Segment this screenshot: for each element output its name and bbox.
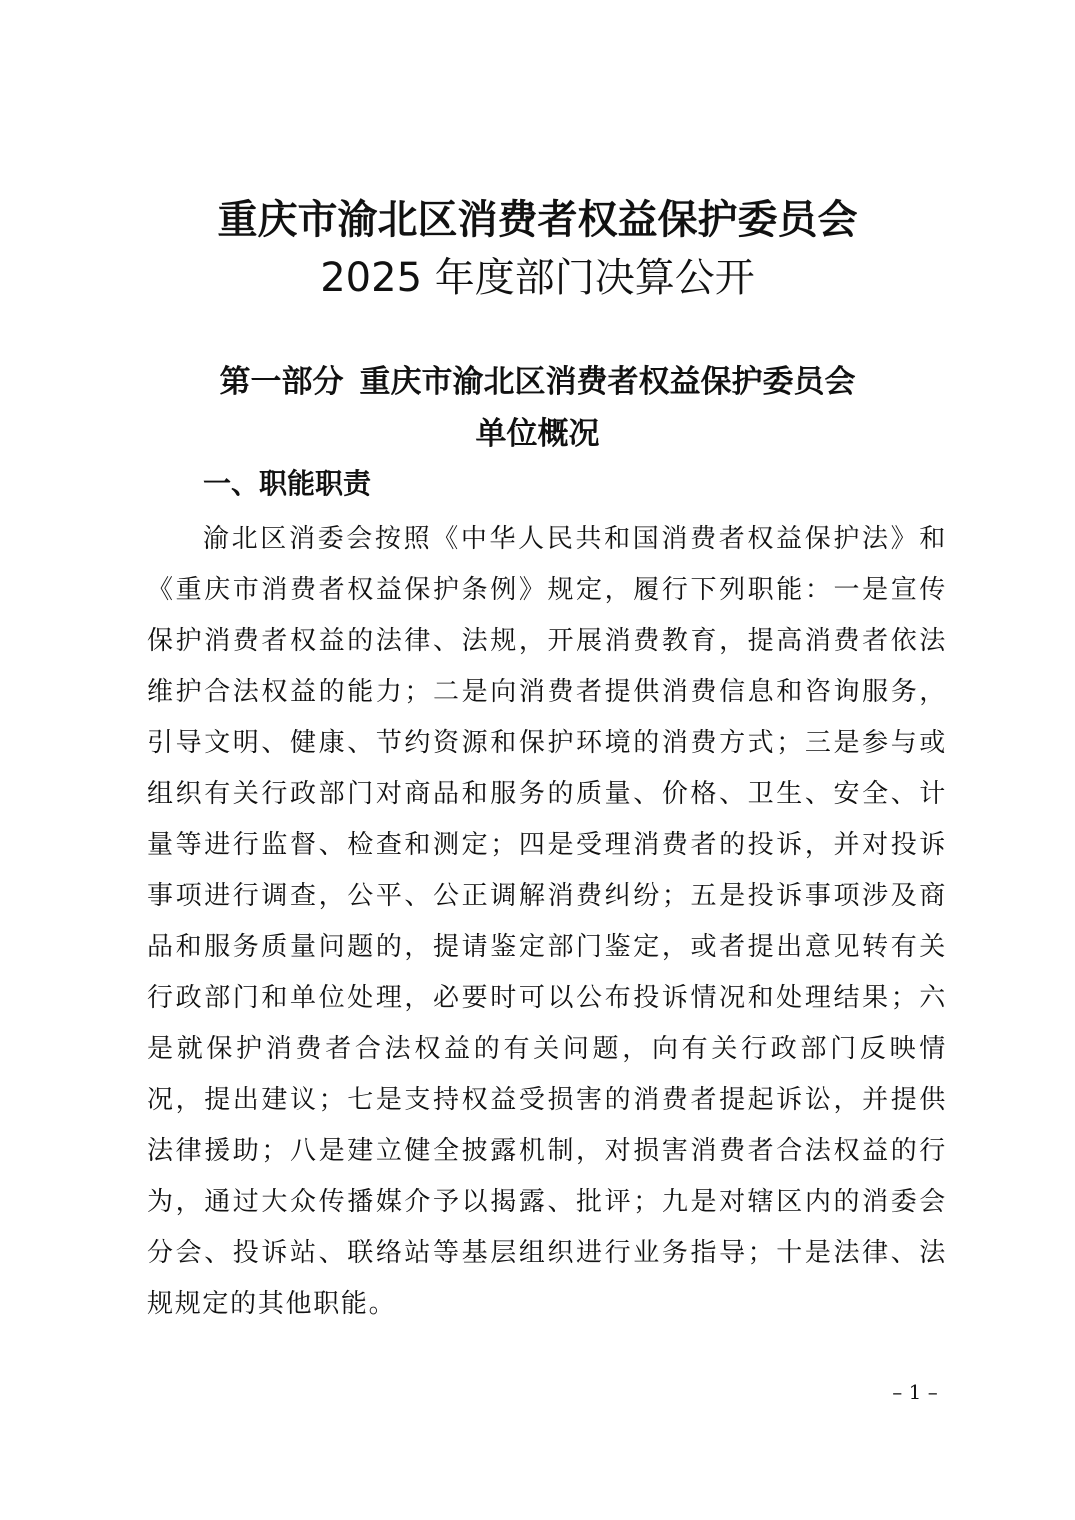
part-title-line-1 [0,360,1075,404]
page-number: – 1 – [892,1380,938,1404]
body-paragraph: 渝北区消委会按照《中华人民共和国消费者权益保护法》和《重庆市消费者权益保护条例》规定，履行下列职能：一是宣传保护消费者权益的法律、法规，开展消费教育，提高消费者依法维护合法权益的能力；二是向消费者提供消费信息和咨询服务，引导文明、健康、节约资源和保护环境的消费方式；三是参与或组织有关行政部门对商品和服务的质量、价格、卫生、安全、计量等进行监督、检查和测定；四是受理消费者的投诉，并对投诉事项进行调查，公平、公正调解消费纠纷；五是投诉事项涉及商品和服务质量问题的，提请鉴定部门鉴定，或者提出意见转有关行政部门和单位处理，必要时可以公布投诉情况和处理结果；六是就保护消费者合法权益的有关问题，向有关行政部门反映情况，提出建议；七是支持权益受损害的消费者提起诉讼，并提供法律援助；八是建立健全披露机制，对损害消费者合法权益的行为，通过大众传播媒介予以揭露、批评；九是对辖区内的消委会分会、投诉站、联络站等基层组织进行业务指导；十是法律、法规规定的其他职能。 [147,524,947,1319]
section-heading: 一、职能职责 [203,467,372,500]
document-title-line-2: 2025 年度部门决算公开 [320,255,755,301]
document-title-line-1: 重庆市渝北区消费者权益保护委员会 [217,196,858,243]
part-title-line-2: 单位概况 [475,416,600,452]
part-title-text: 重庆市渝北区消费者权益保护委员会 [359,364,856,400]
part-label: 第一部分 [219,364,344,400]
